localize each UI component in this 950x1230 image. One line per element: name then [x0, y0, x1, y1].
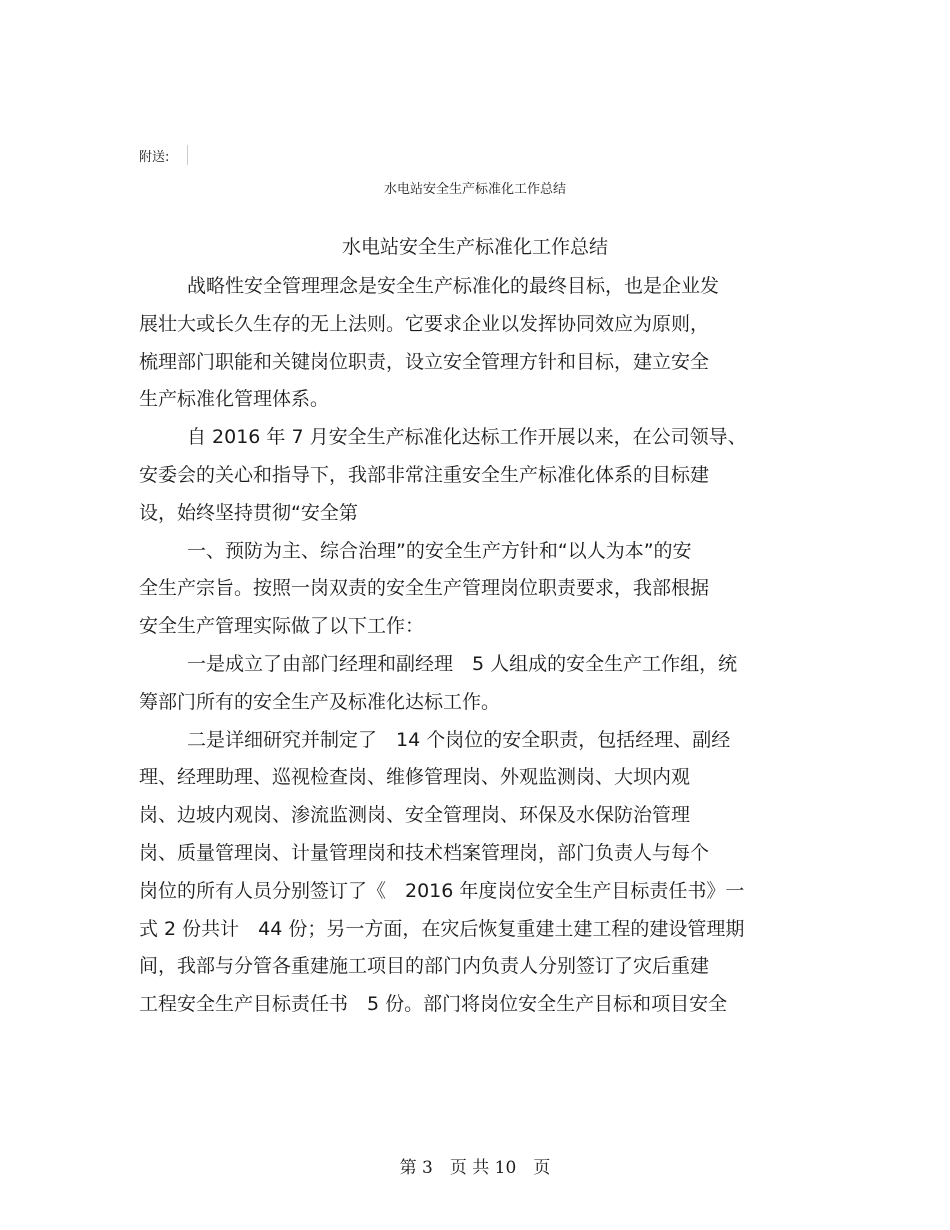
body-line: 全生产宗旨。按照一岗双责的安全生产管理岗位职责要求，我部根据	[139, 577, 710, 600]
body-line: 安全生产管理实际做了以下工作：	[139, 615, 425, 638]
document-title: 水电站安全生产标准化工作总结	[341, 236, 608, 258]
document-body	[139, 268, 779, 1024]
attachment-marker	[187, 145, 188, 165]
attachment-label: 附送:	[139, 150, 170, 165]
body-line: 理、经理助理、巡视检查岗、维修管理岗、外观监测岗、大坝内观	[139, 766, 691, 789]
body-line: 生产标准化管理体系。	[139, 388, 330, 411]
page-footer: 第 3 页 共 10 页	[399, 1158, 551, 1178]
body-line: 筹部门所有的安全生产及标准化达标工作。	[139, 690, 501, 713]
body-line: 二是详细研究并制定了 14 个岗位的安全职责，包括经理、副经	[187, 728, 731, 751]
body-line: 式 2 份共计 44 份；另一方面，在灾后恢复重建土建工程的建设管理期	[139, 917, 745, 940]
body-line: 岗、质量管理岗、计量管理岗和技术档案管理岗，部门负责人与每个	[139, 841, 710, 864]
body-line: 一是成立了由部门经理和副经理 5 人组成的安全生产工作组，统	[187, 652, 738, 675]
body-line: 工程安全生产目标责任书 5 份。部门将岗位安全生产目标和项目安全	[139, 993, 728, 1016]
header-small-title: 水电站安全生产标准化工作总结	[383, 182, 566, 197]
body-line: 一、预防为主、综合治理”的安全生产方针和“以人为本”的安	[187, 539, 692, 562]
body-line: 岗、边坡内观岗、渗流监测岗、安全管理岗、环保及水保防治管理	[139, 804, 691, 827]
body-line: 展壮大或长久生存的无上法则。它要求企业以发挥协同效应为原则，	[139, 312, 710, 335]
body-line: 梳理部门职能和关键岗位职责，设立安全管理方针和目标，建立安全	[139, 350, 710, 373]
body-line: 间，我部与分管各重建施工项目的部门内负责人分别签订了灾后重建	[139, 955, 710, 978]
body-line: 战略性安全管理理念是安全生产标准化的最终目标，也是企业发	[187, 275, 720, 297]
body-line: 自 2016 年 7 月安全生产标准化达标工作开展以来，在公司领导、	[187, 426, 747, 449]
body-line: 设，始终坚持贯彻“安全第	[139, 501, 358, 524]
body-line: 岗位的所有人员分别签订了《 2016 年度岗位安全生产目标责任书》一	[139, 879, 745, 902]
body-line: 安委会的关心和指导下，我部非常注重安全生产标准化体系的目标建	[139, 463, 710, 486]
